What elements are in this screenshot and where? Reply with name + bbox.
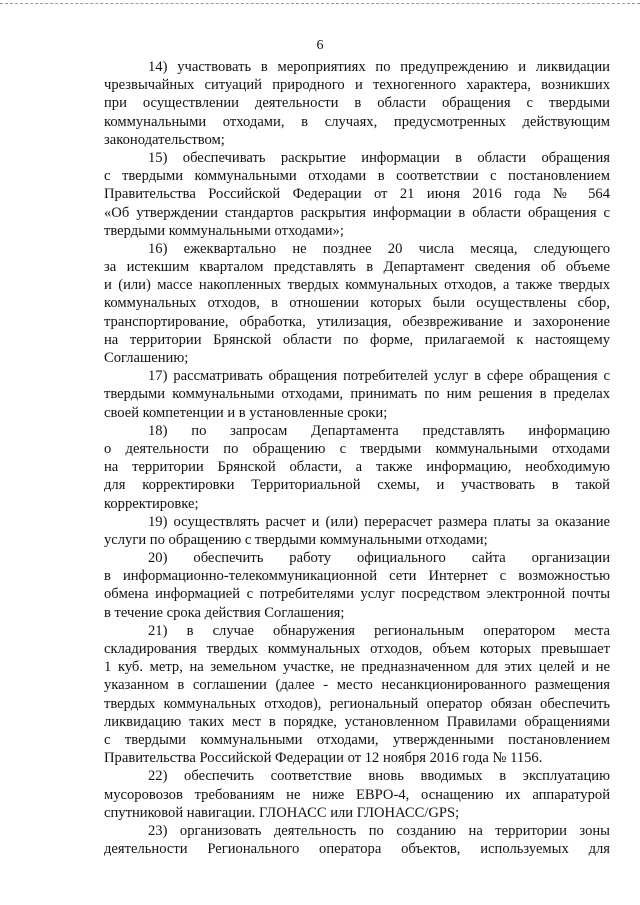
text-line: при осуществлении деятельности в области обращения с твердыми [104, 95, 610, 112]
text-line: 1 куб. метр, на земельном участке, не предназначенном для этих целей и не [104, 659, 610, 676]
text-line: 18) по запросам Департамента представлять информацию [148, 422, 610, 439]
text-line: услуги по обращению с твердыми коммунальными отходами; [104, 531, 488, 548]
text-line: 17) рассматривать обращения потребителей услуг в сфере обращения с [148, 368, 610, 385]
paragraph-p18 [104, 422, 610, 513]
text-line: «Об утверждении стандартов раскрытия информации в области обращения с [104, 204, 610, 221]
text-line: и (или) массе накопленных твердых коммунальных отходов, а также твердых [104, 277, 610, 294]
text-line: 22) обеспечить соответствие вновь вводимых в эксплуатацию [148, 768, 610, 785]
text-line: складирования твердых коммунальных отходов, объем которых превышает [104, 641, 610, 657]
scan-top-edge [0, 3, 640, 4]
text-line: 20) обеспечить работу официального сайта организации [148, 550, 610, 567]
text-line: транспортирование, обработка, утилизация, обезвреживание и захоронение [104, 313, 610, 330]
paragraph-p20 [104, 549, 610, 622]
text-line: твердых коммунальных отходов), региональный оператор обязан обеспечить [104, 695, 610, 712]
text-line: твердыми коммунальными отходами»; [104, 222, 344, 239]
document-body [104, 58, 610, 858]
text-line: коммунальными отходами, в случаях, предусмотренных действующим [104, 113, 610, 130]
text-line: корректировке; [104, 495, 199, 512]
paragraph-p17 [104, 367, 610, 422]
text-line: чрезвычайных ситуаций природного и техногенного характера, возникших [104, 77, 610, 94]
text-line: в течение срока действия Соглашения; [104, 604, 345, 621]
text-line: 14) участвовать в мероприятиях по предупреждению и ликвидации [148, 59, 610, 75]
paragraph-p22 [104, 767, 610, 822]
paragraph-p15 [104, 149, 610, 240]
paragraph-p14 [104, 58, 610, 149]
text-line: Правительства Российской Федерации от 12 ноября 2016 года № 1156. [104, 750, 543, 767]
text-line: за истекшим кварталом представлять в Департамент сведения об объеме [104, 259, 610, 276]
text-line: 21) в случае обнаружения региональным оператором места [148, 622, 610, 639]
paragraph-p19 [104, 513, 610, 549]
text-line: Правительства Российской Федерации от 21 июня 2016 года № 564 [104, 186, 610, 203]
text-line: о деятельности по обращению с твердыми коммунальными отходами [104, 440, 610, 457]
text-line: мусоровозов требованиям не ниже ЕВРО-4, оснащению их аппаратурой [104, 786, 610, 803]
text-line: указанном в соглашении (далее - место несанкционированного размещения [104, 677, 610, 694]
text-line: обмена информацией с потребителями услуг посредством электронной почты [104, 586, 610, 603]
paragraph-p16 [104, 240, 610, 367]
text-line: Соглашению; [104, 350, 189, 366]
text-line: своей компетенции и в установленные сроки; [104, 404, 388, 421]
text-line: с твердыми коммунальными отходами, утвержденными постановлением [104, 731, 610, 748]
text-line: 19) осуществлять расчет и (или) перерасчет размера платы за оказание [148, 513, 610, 530]
text-line: 16) ежеквартально не позднее 20 числа месяца, следующего [148, 240, 610, 257]
text-line: 23) организовать деятельность по созданию на территории зоны [148, 822, 610, 839]
text-line: ликвидацию таких мест в порядке, установленном Правилами обращениями [104, 713, 610, 730]
paragraph-p23 [104, 822, 610, 858]
text-line: на территории Брянской области, а также информацию, необходимую [104, 459, 610, 476]
text-line: на территории Брянской области по форме, прилагаемой к настоящему [104, 331, 610, 348]
paragraph-p21 [104, 622, 610, 768]
text-line: деятельности Регионального оператора объектов, используемых для [104, 841, 610, 858]
text-line: спутниковой навигации. ГЛОНАСС или ГЛОНАСС/GPS; [104, 804, 460, 821]
text-line: коммунальных отходов, в отношении которых были осуществлены сбор, [104, 295, 610, 312]
text-line: законодательством; [104, 131, 225, 148]
text-line: твердыми коммунальными отходами, принимать по ним решения в пределах [104, 386, 610, 403]
page-number: 6 [316, 38, 324, 53]
text-line: 15) обеспечивать раскрытие информации в области обращения [148, 149, 610, 166]
text-line: для корректировки Территориальной схемы, и участвовать в такой [104, 477, 610, 494]
text-line: с твердыми коммунальными отходами в соответствии с постановлением [104, 168, 610, 185]
text-line: в информационно-телекоммуникационной сети Интернет с возможностью [104, 568, 610, 585]
